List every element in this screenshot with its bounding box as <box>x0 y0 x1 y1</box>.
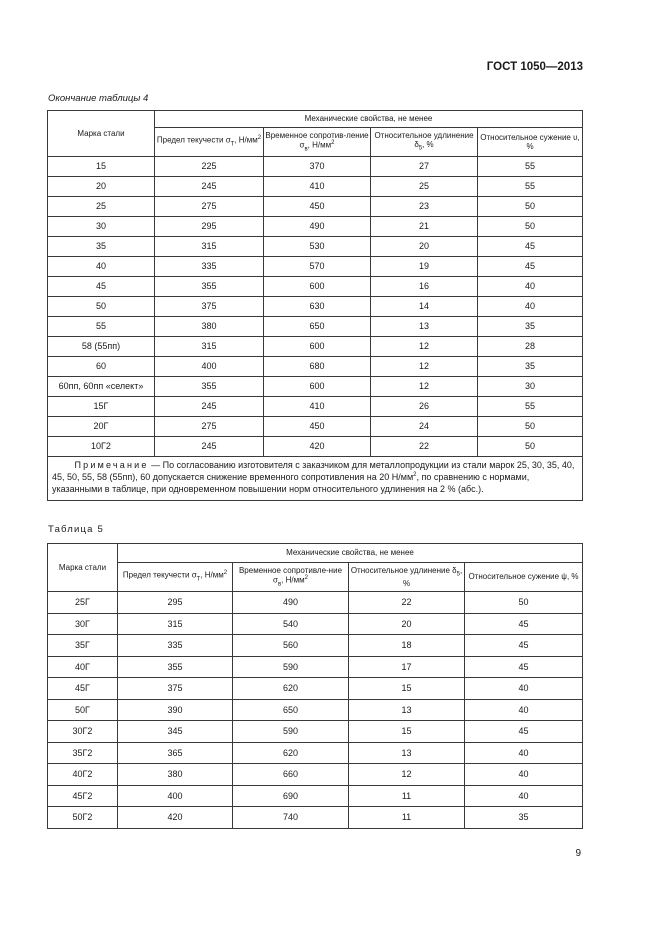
value-cell: 315 <box>118 613 233 635</box>
table5-body <box>48 592 583 829</box>
steel-grade-cell: 30 <box>48 217 155 237</box>
header-tensile-strength: Временное сопротивле-ние $\sigma_в$, $Н/мм^2$ <box>233 563 349 592</box>
value-cell: 690 <box>233 785 349 807</box>
value-cell: 620 <box>233 742 349 764</box>
value-cell: 660 <box>233 764 349 786</box>
table-row <box>48 197 583 217</box>
value-cell: 275 <box>155 197 264 217</box>
document-code: ГОСТ 1050—2013 <box>486 61 583 73</box>
page-number: 9 <box>575 848 581 859</box>
steel-grade-cell: 35Г2 <box>48 742 118 764</box>
table-4 <box>47 110 583 501</box>
table-row <box>48 437 583 457</box>
value-cell: 13 <box>349 742 465 764</box>
steel-grade-cell: 35Г <box>48 635 118 657</box>
steel-grade-cell: 60пп, 60пп «селект» <box>48 377 155 397</box>
value-cell: 540 <box>233 613 349 635</box>
steel-grade-cell: 45Г2 <box>48 785 118 807</box>
steel-grade-cell: 25Г <box>48 592 118 614</box>
value-cell: 620 <box>233 678 349 700</box>
table-row <box>48 177 583 197</box>
value-cell: 560 <box>233 635 349 657</box>
value-cell: 26 <box>371 397 478 417</box>
value-cell: 35 <box>478 357 583 377</box>
table-5 <box>47 543 583 829</box>
table4-caption: Окончание таблицы 4 <box>48 93 149 104</box>
value-cell: 355 <box>118 656 233 678</box>
value-cell: 275 <box>155 417 264 437</box>
header-elongation: Относительное удлинение $\delta_5$, % <box>349 563 465 592</box>
value-cell: 40 <box>465 742 583 764</box>
value-cell: 30 <box>478 377 583 397</box>
value-cell: 23 <box>371 197 478 217</box>
value-cell: 21 <box>371 217 478 237</box>
value-cell: 295 <box>118 592 233 614</box>
table-row <box>48 785 583 807</box>
value-cell: 40 <box>465 764 583 786</box>
value-cell: 335 <box>118 635 233 657</box>
value-cell: 450 <box>264 417 371 437</box>
steel-grade-cell: 45 <box>48 277 155 297</box>
value-cell: 590 <box>233 656 349 678</box>
value-cell: 420 <box>118 807 233 829</box>
value-cell: 55 <box>478 177 583 197</box>
value-cell: 19 <box>371 257 478 277</box>
value-cell: 35 <box>478 317 583 337</box>
steel-grade-cell: 40 <box>48 257 155 277</box>
steel-grade-cell: 10Г2 <box>48 437 155 457</box>
table-row <box>48 257 583 277</box>
value-cell: 40 <box>465 699 583 721</box>
table-row <box>48 699 583 721</box>
value-cell: 45 <box>465 721 583 743</box>
value-cell: 650 <box>264 317 371 337</box>
value-cell: 17 <box>349 656 465 678</box>
table4-body <box>48 157 583 457</box>
header-mechanical-properties: Механические свойства, не менее <box>118 544 583 563</box>
value-cell: 22 <box>371 437 478 457</box>
value-cell: 45 <box>465 635 583 657</box>
steel-grade-cell: 25 <box>48 197 155 217</box>
value-cell: 600 <box>264 277 371 297</box>
value-cell: 410 <box>264 177 371 197</box>
value-cell: 490 <box>264 217 371 237</box>
value-cell: 370 <box>264 157 371 177</box>
table5-caption: Таблица 5 <box>48 524 104 535</box>
note-label: Примечание <box>74 460 149 470</box>
value-cell: 570 <box>264 257 371 277</box>
value-cell: 25 <box>371 177 478 197</box>
steel-grade-cell: 40Г2 <box>48 764 118 786</box>
value-cell: 22 <box>349 592 465 614</box>
table-row <box>48 635 583 657</box>
header-steel-grade: Марка стали <box>48 544 118 592</box>
value-cell: 355 <box>155 277 264 297</box>
value-cell: 45 <box>478 257 583 277</box>
value-cell: 490 <box>233 592 349 614</box>
value-cell: 245 <box>155 437 264 457</box>
value-cell: 375 <box>155 297 264 317</box>
value-cell: 630 <box>264 297 371 317</box>
table-row <box>48 157 583 177</box>
value-cell: 40 <box>478 297 583 317</box>
value-cell: 50 <box>478 417 583 437</box>
value-cell: 600 <box>264 377 371 397</box>
table-row <box>48 592 583 614</box>
value-cell: 380 <box>118 764 233 786</box>
value-cell: 530 <box>264 237 371 257</box>
table-row <box>48 721 583 743</box>
value-cell: 315 <box>155 337 264 357</box>
value-cell: 50 <box>465 592 583 614</box>
value-cell: 24 <box>371 417 478 437</box>
value-cell: 40 <box>465 678 583 700</box>
value-cell: 50 <box>478 197 583 217</box>
value-cell: 295 <box>155 217 264 237</box>
value-cell: 50 <box>478 437 583 457</box>
value-cell: 28 <box>478 337 583 357</box>
value-cell: 40 <box>465 785 583 807</box>
value-cell: 400 <box>155 357 264 377</box>
table-row <box>48 742 583 764</box>
steel-grade-cell: 60 <box>48 357 155 377</box>
value-cell: 11 <box>349 807 465 829</box>
value-cell: 375 <box>118 678 233 700</box>
table-row <box>48 217 583 237</box>
value-cell: 18 <box>349 635 465 657</box>
header-mechanical-properties: Механические свойства, не менее <box>155 111 583 128</box>
steel-grade-cell: 15Г <box>48 397 155 417</box>
table-row <box>48 297 583 317</box>
value-cell: 50 <box>478 217 583 237</box>
header-reduction-of-area: Относительное сужение ψ, % <box>465 563 583 592</box>
table-row <box>48 377 583 397</box>
value-cell: 245 <box>155 177 264 197</box>
value-cell: 420 <box>264 437 371 457</box>
steel-grade-cell: 50Г <box>48 699 118 721</box>
value-cell: 16 <box>371 277 478 297</box>
value-cell: 390 <box>118 699 233 721</box>
table-row <box>48 337 583 357</box>
table-row <box>48 807 583 829</box>
value-cell: 55 <box>478 397 583 417</box>
header-steel-grade: Марка стали <box>48 111 155 157</box>
value-cell: 13 <box>371 317 478 337</box>
table-row <box>48 317 583 337</box>
value-cell: 35 <box>465 807 583 829</box>
steel-grade-cell: 20 <box>48 177 155 197</box>
table-row <box>48 357 583 377</box>
value-cell: 245 <box>155 397 264 417</box>
steel-grade-cell: 40Г <box>48 656 118 678</box>
table-row <box>48 764 583 786</box>
value-cell: 14 <box>371 297 478 317</box>
value-cell: 450 <box>264 197 371 217</box>
header-yield-strength: Предел текучести $\sigma_T$, $Н/мм^2$ <box>155 128 264 157</box>
value-cell: 12 <box>371 357 478 377</box>
value-cell: 40 <box>478 277 583 297</box>
value-cell: 345 <box>118 721 233 743</box>
value-cell: 45 <box>478 237 583 257</box>
value-cell: 55 <box>478 157 583 177</box>
table4-note: Примечание — По согласованию изготовителя с заказчиком для металлопродукции из стали марок 25, 30, 35, 40, 45, 50, 55, 58 (55пп), 60 допускается снижение временного сопротивления на 20 $Н/мм^2$, по сравнению с нормами, указанными в таблице, при одновременном повышении норм относительного удлинения на 2 % (абс.). <box>48 457 583 501</box>
table-row <box>48 678 583 700</box>
value-cell: 27 <box>371 157 478 177</box>
value-cell: 20 <box>349 613 465 635</box>
value-cell: 740 <box>233 807 349 829</box>
value-cell: 600 <box>264 337 371 357</box>
value-cell: 15 <box>349 721 465 743</box>
value-cell: 380 <box>155 317 264 337</box>
value-cell: 225 <box>155 157 264 177</box>
value-cell: 20 <box>371 237 478 257</box>
table-row <box>48 237 583 257</box>
value-cell: 13 <box>349 699 465 721</box>
steel-grade-cell: 20Г <box>48 417 155 437</box>
value-cell: 12 <box>371 337 478 357</box>
value-cell: 11 <box>349 785 465 807</box>
header-reduction-of-area: Относительное сужение υ, % <box>478 128 583 157</box>
steel-grade-cell: 45Г <box>48 678 118 700</box>
value-cell: 365 <box>118 742 233 764</box>
table-row <box>48 613 583 635</box>
table-row <box>48 656 583 678</box>
value-cell: 45 <box>465 613 583 635</box>
steel-grade-cell: 58 (55пп) <box>48 337 155 357</box>
value-cell: 315 <box>155 237 264 257</box>
value-cell: 355 <box>155 377 264 397</box>
value-cell: 15 <box>349 678 465 700</box>
header-yield-strength: Предел текучести $\sigma_T$, $Н/мм^2$ <box>118 563 233 592</box>
steel-grade-cell: 55 <box>48 317 155 337</box>
steel-grade-cell: 35 <box>48 237 155 257</box>
value-cell: 410 <box>264 397 371 417</box>
table-row <box>48 417 583 437</box>
header-elongation: Относительное удлинение $\delta_5$, % <box>371 128 478 157</box>
value-cell: 650 <box>233 699 349 721</box>
steel-grade-cell: 50Г2 <box>48 807 118 829</box>
steel-grade-cell: 30Г2 <box>48 721 118 743</box>
value-cell: 590 <box>233 721 349 743</box>
value-cell: 335 <box>155 257 264 277</box>
value-cell: 12 <box>349 764 465 786</box>
value-cell: 680 <box>264 357 371 377</box>
table-row <box>48 277 583 297</box>
steel-grade-cell: 15 <box>48 157 155 177</box>
steel-grade-cell: 30Г <box>48 613 118 635</box>
header-tensile-strength: Временное сопротив-ление $\sigma_в$, $Н/мм^2$ <box>264 128 371 157</box>
value-cell: 45 <box>465 656 583 678</box>
steel-grade-cell: 50 <box>48 297 155 317</box>
value-cell: 12 <box>371 377 478 397</box>
value-cell: 400 <box>118 785 233 807</box>
table-row <box>48 397 583 417</box>
